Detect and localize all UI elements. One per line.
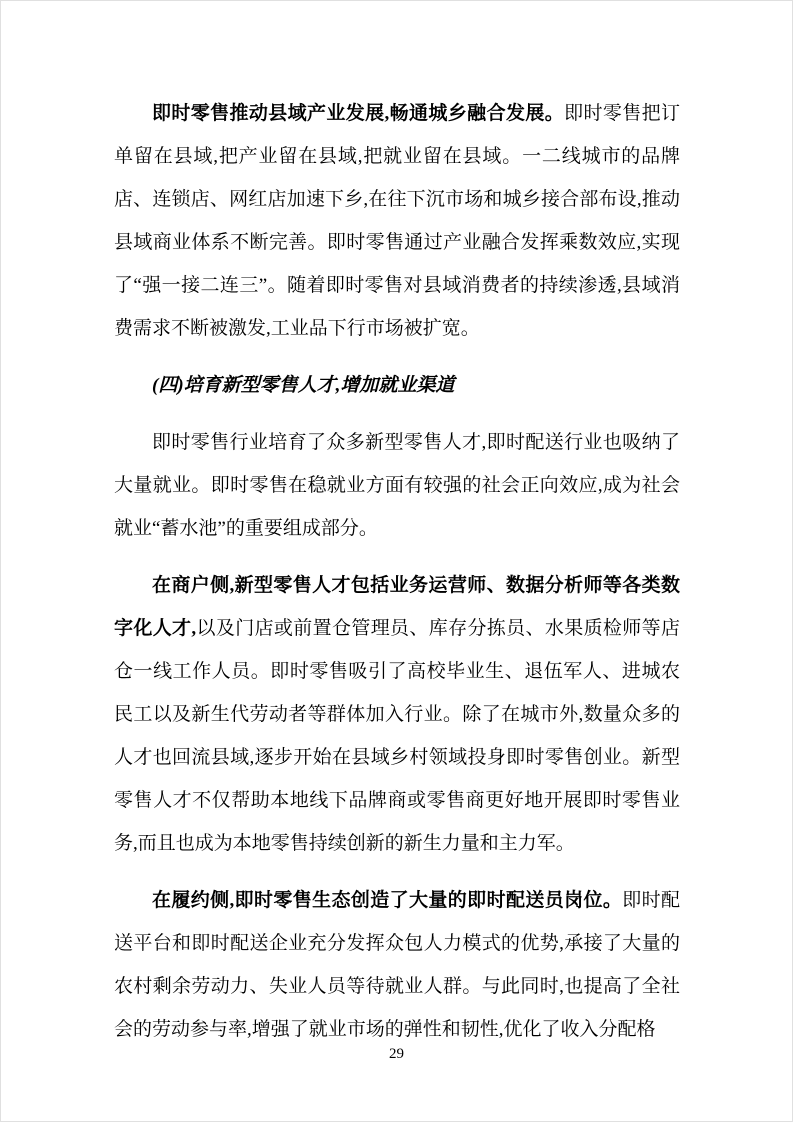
paragraph-lead-text: 在履约侧,即时零售生态创造了大量的即时配送员岗位。 — [152, 890, 623, 911]
paragraph-lead-text: 即时零售推动县域产业发展,畅通城乡融合发展。 — [152, 103, 565, 124]
document-content — [114, 92, 680, 1065]
page-number: 29 — [389, 1046, 404, 1062]
paragraph-body-text: 即时配送平台和即时配送企业充分发挥众包人力模式的优势,承接了大量的农村剩余劳动力、失业人员等待就业人群。与此同时,也提高了全社会的劳动参与率,增强了就业市场的弹性和韧性,优化了收入分配格 — [114, 890, 680, 1040]
paragraph-fulfillment-side — [114, 879, 680, 1051]
paragraph-industry-development — [114, 92, 680, 350]
section-heading: (四)培育新型零售人才,增加就业渠道 — [152, 375, 455, 396]
paragraph-lead-text: 在商户侧,新型零售人才包括业务运营师、数据分析师等各类数字化人才, — [114, 575, 680, 639]
paragraph-merchant-side — [114, 564, 680, 865]
paragraph-body-text: 即时零售行业培育了众多新型零售人才,即时配送行业也吸纳了大量就业。即时零售在稳就业方面有较强的社会正向效应,成为社会就业“蓄水池”的重要组成部分。 — [114, 432, 680, 539]
paragraph-talent-overview — [114, 421, 680, 550]
page-footer — [1, 1045, 792, 1063]
paragraph-body-text: 即时零售把订单留在县域,把产业留在县域,把就业留在县域。一二线城市的品牌店、连锁店、网红店加速下乡,在往下沉市场和城乡接合部布设,推动县域商业体系不断完善。即时零售通过产业融合发挥乘数效应,实现了“强一接二连三”。随着即时零售对县域消费者的持续渗透,县域消费需求不断被激发,工业品下行市场被扩宽。 — [114, 103, 680, 339]
paragraph-body-text: 以及门店或前置仓管理员、库存分拣员、水果质检师等店仓一线工作人员。即时零售吸引了高校毕业生、退伍军人、进城农民工以及新生代劳动者等群体加入行业。除了在城市外,数量众多的人才也回流县域,逐步开始在县域乡村领域投身即时零售创业。新型零售人才不仅帮助本地线下品牌商或零售商更好地开展即时零售业务,而且也成为本地零售持续创新的新生力量和主力军。 — [114, 618, 680, 854]
